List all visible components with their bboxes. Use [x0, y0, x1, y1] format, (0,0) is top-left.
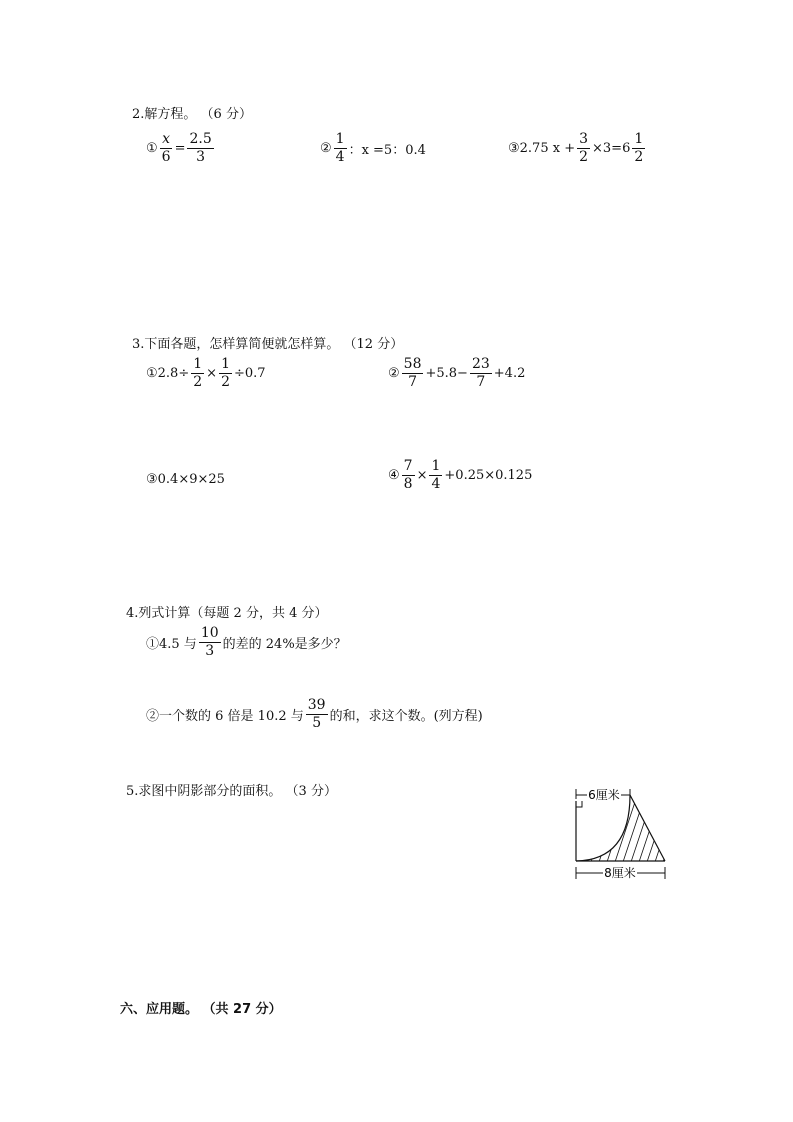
q2-p2-fraction [334, 132, 347, 164]
q3-title: 3.下面各题，怎样算简便就怎样算。 （12 分） [132, 337, 404, 352]
q2-p3-prefix: ③2.75 x + [508, 140, 576, 156]
q3-p2-mid: +5.8− [425, 365, 468, 381]
numerator: 1 [431, 458, 441, 474]
q2-p1-fraction-1 [160, 132, 173, 164]
q4-p1-prefix: ①4.5 与 [146, 636, 197, 652]
q4-p2-fraction [306, 698, 328, 730]
numerator: 23 [471, 356, 490, 372]
q2-problem-1 [146, 132, 216, 164]
q2-problem-3 [508, 132, 647, 164]
q4-p1-fraction [199, 626, 221, 658]
numerator: 2.5 [189, 131, 212, 147]
q4-p2-prefix: ②一个数的 6 倍是 10.2 与 [146, 708, 304, 724]
right-angle-mark [576, 801, 582, 807]
denominator: 2 [221, 373, 230, 390]
q3-problem-3: ③0.4×9×25 [146, 472, 225, 487]
q2-p1-equals: = [174, 140, 186, 156]
q3-problem-2 [388, 357, 525, 389]
q2-p2-prefix: ② [320, 140, 332, 156]
q3-p2-prefix: ② [388, 365, 400, 381]
q4-p2-rest: 的和，求这个数。(列方程) [329, 708, 483, 724]
q3-problem-4 [388, 459, 532, 491]
numerator: 3 [579, 131, 589, 147]
q4-p1-rest: 的差的 24%是多少？ [222, 636, 347, 652]
denominator: 3 [205, 642, 215, 659]
q2-p3-fraction-1 [577, 132, 590, 164]
denominator: 3 [196, 148, 206, 165]
quarter-arc [576, 795, 630, 861]
bottom-label: 8厘米 [604, 866, 636, 880]
q2-p1-fraction-2 [187, 132, 213, 164]
denominator: 6 [161, 148, 171, 165]
q2-p2-rest: ：x =5：0.4 [348, 142, 426, 158]
right-side [630, 795, 665, 861]
q4-problem-2 [146, 698, 483, 730]
denominator: 2 [579, 148, 589, 165]
q3-p4-fraction-1 [402, 459, 415, 491]
q3-p4-prefix: ④ [388, 467, 400, 483]
section-6-title: 六、应用题。 （共 27 分） [120, 1002, 282, 1017]
numerator: 1 [193, 356, 203, 372]
numerator: 39 [307, 697, 326, 713]
q3-problem-1 [146, 357, 266, 389]
q3-p1-op: × [206, 365, 218, 381]
numerator: 58 [403, 356, 422, 372]
numerator: 7 [403, 458, 413, 474]
q3-p4-fraction-2 [429, 459, 442, 491]
numerator: x [162, 131, 171, 147]
q3-p2-fraction-2 [470, 357, 492, 389]
numerator: 1 [221, 356, 230, 372]
numerator: 1 [335, 131, 345, 147]
denominator: 7 [476, 373, 486, 390]
denominator: 5 [312, 714, 322, 731]
q2-problem-2 [320, 132, 426, 164]
q5-figure [568, 782, 672, 882]
q2-title: 2.解方程。 （6 分） [132, 107, 252, 122]
q5-title: 5.求图中阴影部分的面积。 （3 分） [126, 784, 337, 799]
q4-problem-1 [146, 626, 347, 658]
denominator: 2 [193, 373, 203, 390]
q3-p4-rest: +0.25×0.125 [444, 467, 533, 483]
q3-p2-rest: +4.2 [493, 365, 526, 381]
q4-title: 4.列式计算（每题 2 分，共 4 分） [126, 606, 328, 621]
denominator: 2 [634, 148, 644, 165]
q3-p1-fraction-2 [219, 357, 232, 389]
q2-p3-fraction-2 [632, 132, 645, 164]
q3-p2-fraction-1 [402, 357, 424, 389]
top-label: 6厘米 [588, 788, 620, 802]
q2-p1-prefix: ① [146, 140, 158, 156]
denominator: 4 [335, 148, 345, 165]
q2-p3-mid: ×3=6 [592, 140, 631, 156]
numerator: 1 [634, 131, 644, 147]
denominator: 4 [431, 475, 441, 492]
q3-p1-fraction-1 [191, 357, 204, 389]
denominator: 7 [408, 373, 418, 390]
q3-p1-rest: ÷0.7 [233, 365, 266, 381]
denominator: 8 [403, 475, 413, 492]
numerator: 10 [200, 625, 219, 641]
q3-p1-prefix: ①2.8÷ [146, 365, 190, 381]
trapezoid-figure [568, 782, 672, 882]
q3-p4-op: × [416, 467, 428, 483]
